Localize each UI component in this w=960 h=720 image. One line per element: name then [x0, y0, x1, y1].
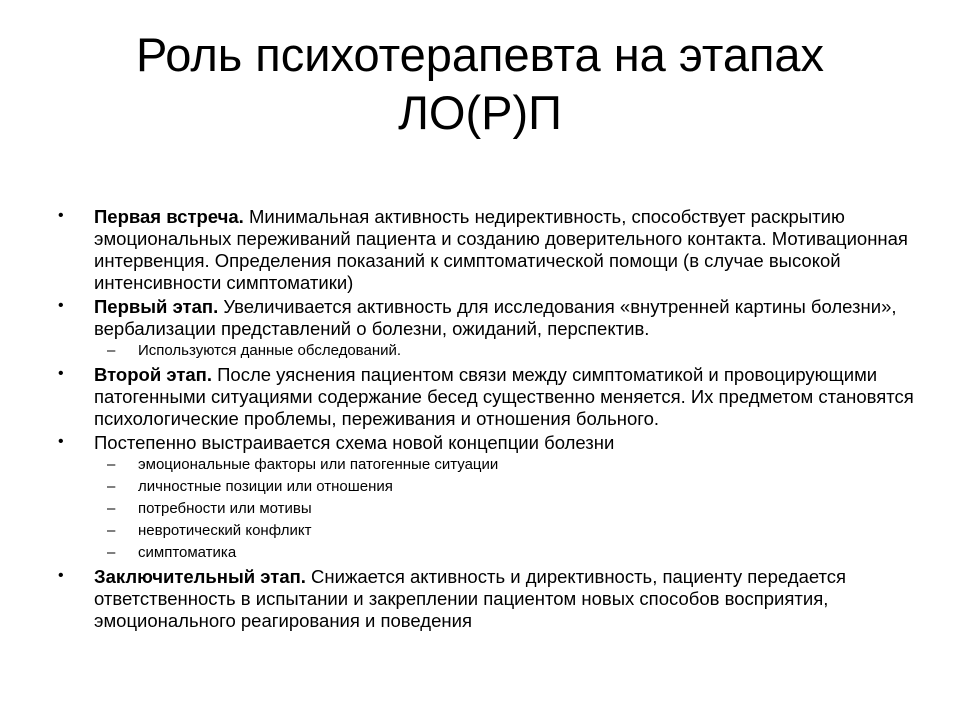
- dash-icon: –: [107, 544, 116, 561]
- bullet-lead: Заключительный этап.: [94, 566, 306, 587]
- sub-item-text: симптоматика: [138, 544, 237, 561]
- sub-item: [54, 542, 914, 564]
- bullet-lead: Первая встреча.: [94, 206, 244, 227]
- bullet-icon: •: [58, 567, 64, 584]
- dash-icon: –: [107, 342, 116, 359]
- dash-icon: –: [107, 500, 116, 517]
- sub-item-text: потребности или мотивы: [138, 500, 312, 517]
- bullet-list: [54, 206, 914, 634]
- bullet-text: Увеличивается активность для исследования «внутренней картины болезни», вербализации представлений о болезни, ожиданий, перспектив.: [94, 296, 897, 339]
- dash-icon: –: [107, 522, 116, 539]
- sub-item-text: Используются данные обследований.: [138, 342, 402, 359]
- bullet-text: Снижается активность и директивность, пациенту передается ответственность в испытании и закреплении пациентом новых способов восприятия, эмоционального реагирования и поведения: [94, 566, 847, 631]
- slide-title-line-2: ЛО(Р)П: [398, 86, 562, 139]
- bullet-item-first-meeting: [54, 206, 914, 294]
- bullet-icon: •: [58, 365, 64, 382]
- bullet-text: После уяснения пациентом связи между симптоматикой и провоцирующими патогенными ситуациями содержание бесед существенно меняется. Их предметом становятся психологические проблемы, переживания и отношения больного.: [94, 364, 914, 429]
- bullet-text: Постепенно выстраивается схема новой концепции болезни: [94, 432, 615, 453]
- bullet-item-final-stage: [54, 566, 914, 632]
- bullet-item-first-stage: [54, 296, 914, 362]
- sub-item: [54, 476, 914, 498]
- slide-title: [40, 26, 920, 142]
- sub-list: [94, 340, 914, 362]
- bullet-item-new-concept: [54, 432, 914, 564]
- sub-item: [54, 520, 914, 542]
- sub-item: [54, 498, 914, 520]
- bullet-lead: Второй этап.: [94, 364, 212, 385]
- sub-item: [54, 454, 914, 476]
- bullet-icon: •: [58, 433, 64, 450]
- slide-title-line-1: Роль психотерапевта на этапах: [135, 28, 825, 81]
- sub-item-text: эмоциональные факторы или патогенные ситуации: [138, 456, 499, 473]
- bullet-lead: Первый этап.: [94, 296, 219, 317]
- dash-icon: –: [107, 456, 116, 473]
- sub-item: [54, 340, 914, 362]
- sub-list: [94, 454, 914, 564]
- bullet-icon: •: [58, 297, 64, 314]
- sub-item-text: личностные позиции или отношения: [138, 478, 393, 495]
- bullet-icon: •: [58, 207, 64, 224]
- bullet-item-second-stage: [54, 364, 914, 430]
- sub-item-text: невротический конфликт: [138, 522, 312, 539]
- dash-icon: –: [107, 478, 116, 495]
- bullet-text: Минимальная активность недирективность, способствует раскрытию эмоциональных переживаний пациента и созданию доверительного контакта. Мотивационная интервенция. Определения показаний к симптоматической помощи (в случае высокой интенсивности симптоматики): [94, 206, 908, 293]
